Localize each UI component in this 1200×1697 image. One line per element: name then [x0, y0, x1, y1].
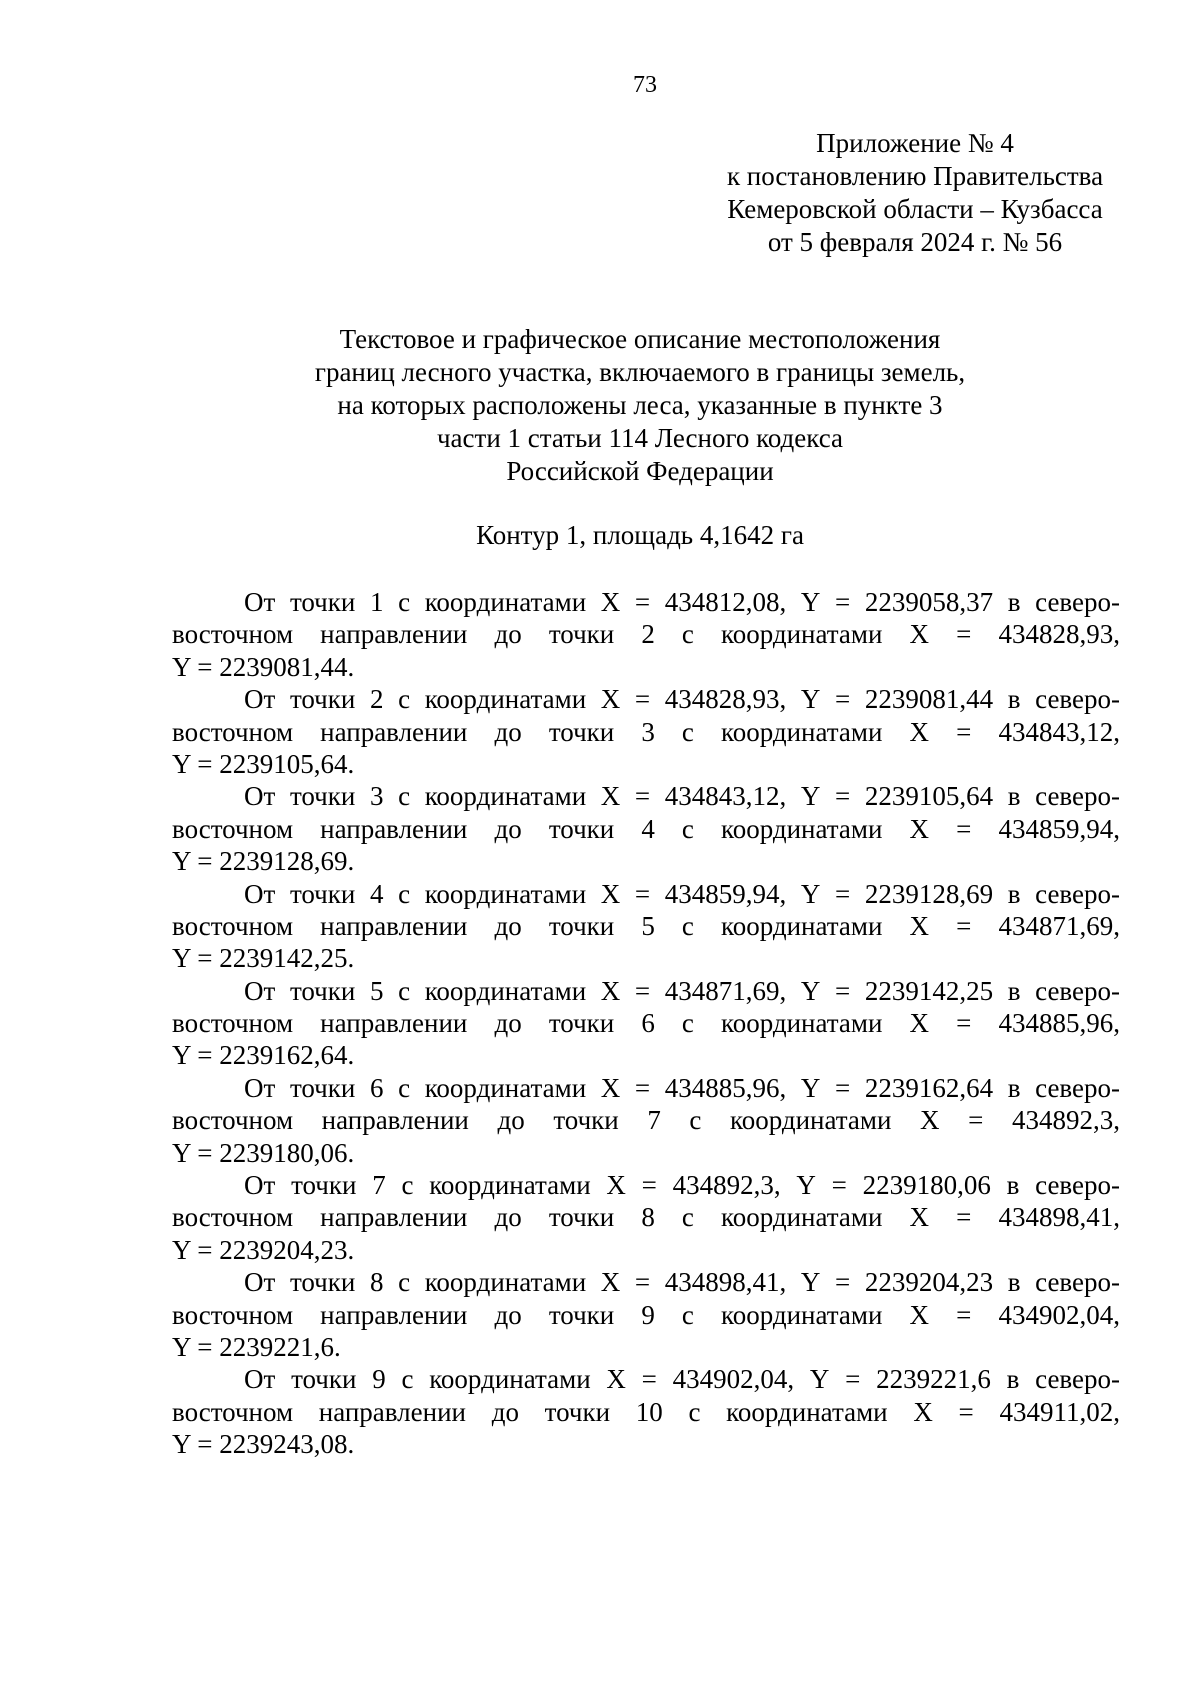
title-line: части 1 статьи 114 Лесного кодекса — [436, 423, 844, 453]
point-paragraph — [172, 780, 1120, 877]
boundary-description — [172, 586, 1120, 1461]
paragraph-line: восточном направлении до точки 9 с координатами X = 434902,04, — [172, 1299, 1120, 1330]
document-title — [240, 323, 1040, 488]
paragraph-line: От точки 5 с координатами X = 434871,69, Y = 2239142,25 в северо- — [244, 975, 1120, 1006]
paragraph-line: От точки 3 с координатами X = 434843,12, Y = 2239105,64 в северо- — [244, 781, 1120, 812]
paragraph-line: Y = 2239243,08. — [172, 1429, 355, 1460]
paragraph-line: От точки 6 с координатами X = 434885,96, Y = 2239162,64 в северо- — [244, 1072, 1120, 1103]
title-line: Текстовое и графическое описание местоположения — [339, 324, 941, 354]
paragraph-line: восточном направлении до точки 2 с координатами X = 434828,93, — [172, 619, 1120, 650]
paragraph-line: Y = 2239128,69. — [172, 846, 355, 877]
paragraph-line: Y = 2239142,25. — [172, 943, 355, 974]
paragraph-line: восточном направлении до точки 6 с координатами X = 434885,96, — [172, 1008, 1120, 1039]
paragraph-line: восточном направлении до точки 8 с координатами X = 434898,41, — [172, 1202, 1120, 1233]
paragraph-line: От точки 1 с координатами X = 434812,08, Y = 2239058,37 в северо- — [244, 587, 1120, 617]
paragraph-line: восточном направлении до точки 5 с координатами X = 434871,69, — [172, 910, 1120, 941]
appendix-line: от 5 февраля 2024 г. № 56 — [767, 227, 1063, 257]
paragraph-line: восточном направлении до точки 3 с координатами X = 434843,12, — [172, 716, 1120, 747]
paragraph-line: Y = 2239204,23. — [172, 1234, 355, 1265]
point-paragraph — [172, 975, 1120, 1072]
paragraph-line: От точки 7 с координатами X = 434892,3, Y = 2239180,06 в северо- — [244, 1170, 1120, 1201]
point-paragraph — [172, 586, 1120, 683]
paragraph-line: Y = 2239105,64. — [172, 748, 355, 779]
point-paragraph — [172, 1266, 1120, 1363]
page-number: 73 — [633, 72, 657, 98]
point-paragraph — [172, 878, 1120, 975]
point-paragraph — [172, 1363, 1120, 1460]
paragraph-line: восточном направлении до точки 4 с координатами X = 434859,94, — [172, 813, 1120, 844]
appendix-line: Приложение № 4 — [816, 128, 1014, 158]
point-paragraph — [172, 683, 1120, 780]
paragraph-line: От точки 9 с координатами X = 434902,04, Y = 2239221,6 в северо- — [244, 1364, 1120, 1395]
paragraph-line: От точки 2 с координатами X = 434828,93, Y = 2239081,44 в северо- — [244, 684, 1120, 715]
appendix-line: Кемеровской области – Кузбасса — [727, 194, 1103, 224]
point-paragraph — [172, 1169, 1120, 1266]
appendix-line: к постановлению Правительства — [726, 161, 1104, 191]
point-paragraph — [172, 1072, 1120, 1169]
title-line: границ лесного участка, включаемого в границы земель, — [314, 357, 966, 387]
paragraph-line: От точки 8 с координатами X = 434898,41, Y = 2239204,23 в северо- — [244, 1267, 1120, 1298]
paragraph-line: Y = 2239221,6. — [172, 1331, 341, 1362]
title-line: Российской Федерации — [506, 456, 774, 486]
paragraph-line: восточном направлении до точки 7 с координатами X = 434892,3, — [172, 1105, 1120, 1136]
appendix-header — [700, 127, 1130, 259]
paragraph-line: Y = 2239180,06. — [172, 1137, 355, 1168]
title-line: на которых расположены леса, указанные в пункте 3 — [337, 390, 943, 420]
paragraph-line: восточном направлении до точки 10 с координатами X = 434911,02, — [172, 1396, 1120, 1427]
paragraph-line: От точки 4 с координатами X = 434859,94, Y = 2239128,69 в северо- — [244, 878, 1120, 909]
contour-heading: Контур 1, площадь 4,1642 га — [476, 520, 804, 550]
paragraph-line: Y = 2239081,44. — [172, 651, 355, 682]
paragraph-line: Y = 2239162,64. — [172, 1040, 355, 1071]
